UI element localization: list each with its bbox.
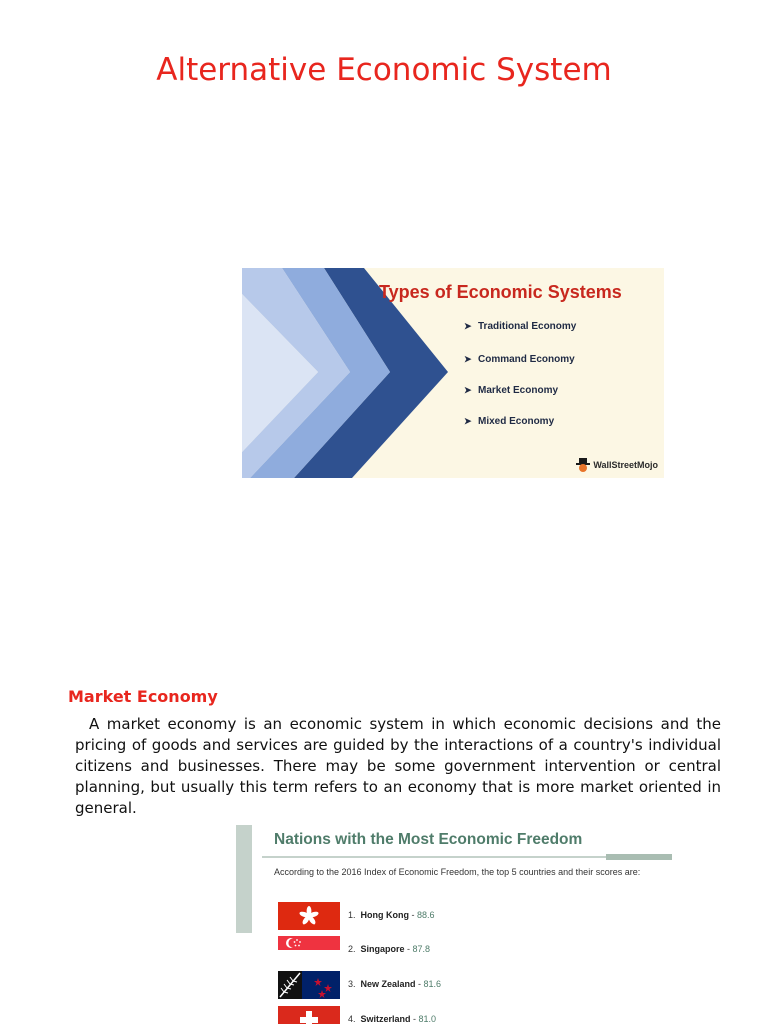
ranking-row <box>278 971 578 999</box>
list-item: ➤ Command Economy <box>464 354 575 365</box>
economic-freedom-image <box>236 825 672 1024</box>
ranking-text: 1. Hong Kong - 88.6 <box>348 910 435 920</box>
types-of-economic-systems-image <box>242 268 664 478</box>
divider-accent <box>606 854 672 860</box>
brand-logo <box>576 458 658 472</box>
sidebar-stripe <box>236 825 252 933</box>
ranking-text: 2. Singapore - 87.8 <box>348 944 431 954</box>
hong-kong-flag-icon <box>278 902 340 930</box>
list-item: ➤ Mixed Economy <box>464 416 555 427</box>
freedom-title: Nations with the Most Economic Freedom <box>274 831 583 848</box>
brand-name: WallStreetMojo <box>593 460 658 470</box>
types-title: Types of Economic Systems <box>379 282 622 302</box>
list-item: ➤ Traditional Economy <box>464 321 577 332</box>
ranking-row <box>278 902 578 930</box>
arrow-bullet-icon: ➤ <box>464 354 472 364</box>
singapore-flag-icon <box>278 936 340 964</box>
new-zealand-flag-icon <box>278 971 340 999</box>
wallstreetmojo-logo-icon <box>576 458 590 472</box>
switzerland-flag-icon <box>278 1006 340 1024</box>
ranking-row <box>278 936 578 964</box>
freedom-intro: According to the 2016 Index of Economic Freedom, the top 5 countries and their scores are: <box>274 867 641 877</box>
section-heading: Market Economy <box>68 687 218 706</box>
ranking-text: 3. New Zealand - 81.6 <box>348 979 442 989</box>
arrow-bullet-icon: ➤ <box>464 321 472 331</box>
document-title: Alternative Economic System <box>156 52 612 88</box>
ranking-text: 4. Switzerland - 81.0 <box>348 1014 437 1024</box>
body-paragraph: A market economy is an economic system in which economic decisions and the pricing of goods and services are guided by the interactions of a country's individual citizens and businesses. There may be some government intervention or central planning, but usually this term refers to an economy that is more market oriented in general. <box>75 715 721 817</box>
list-item: ➤ Market Economy <box>464 385 559 396</box>
ranking-row <box>278 1006 578 1024</box>
arrow-bullet-icon: ➤ <box>464 385 472 395</box>
arrow-bullet-icon: ➤ <box>464 416 472 426</box>
